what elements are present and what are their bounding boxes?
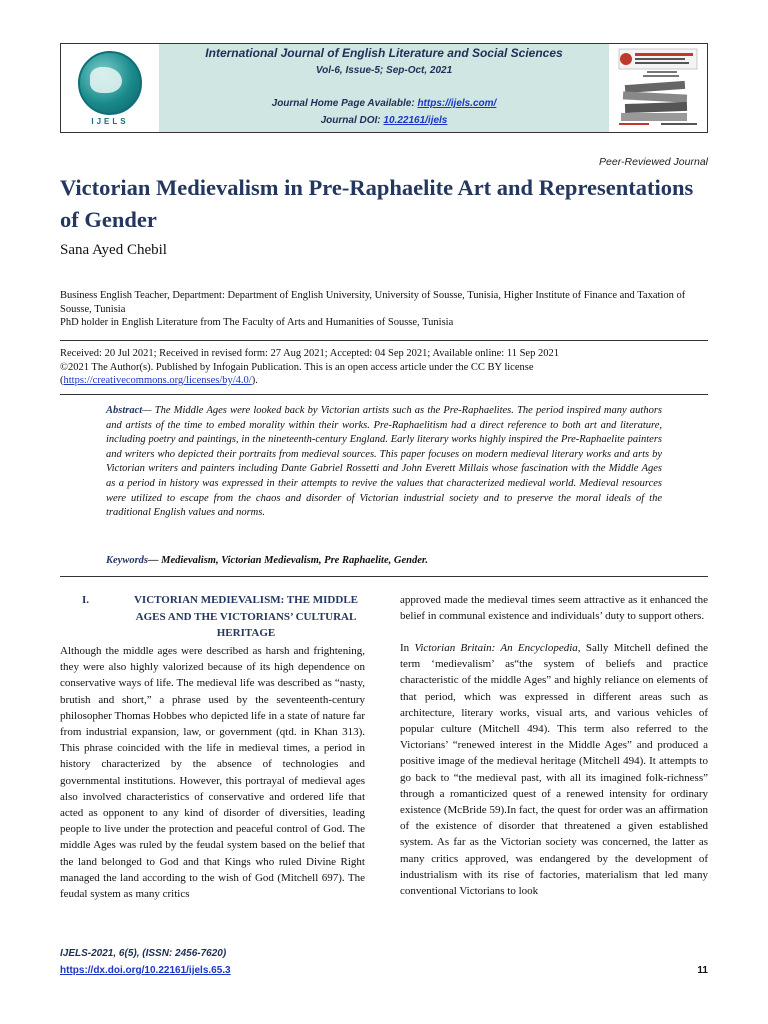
divider xyxy=(60,576,708,577)
para-lead: In xyxy=(400,642,415,654)
journal-home-page xyxy=(159,98,609,109)
doi-link[interactable]: 10.22161/ijels xyxy=(383,115,448,126)
footer-doi-link[interactable]: https://dx.doi.org/10.22161/ijels.65.3 xyxy=(60,965,231,976)
affiliations xyxy=(60,289,710,330)
license-open: ( xyxy=(60,375,64,386)
section-title: VICTORIAN MEDIEVALISM: THE MIDDLE AGES AND THE VICTORIANS’ CULTURAL HERITAGE xyxy=(133,594,358,639)
license-close: ). xyxy=(251,375,258,386)
section-heading xyxy=(80,592,380,642)
divider xyxy=(60,394,708,395)
globe-icon xyxy=(78,51,142,115)
paper-title: Victorian Medievalism in Pre-Raphaelite Art and Representations of Gender xyxy=(60,175,694,232)
page-number: 11 xyxy=(697,965,708,976)
right-column xyxy=(400,640,708,899)
received-dates: Received: 20 Jul 2021; Received in revised form: 27 Aug 2021; Accepted: 04 Sep 2021; Available online: 11 Sep 2021 xyxy=(60,348,559,359)
body-paragraph: approved made the medieval times seem attractive as it enhanced the belief in communal existence and individuals’ duty to support others. xyxy=(400,594,708,623)
body-paragraph xyxy=(400,640,708,899)
affiliation-1: Business English Teacher, Department: Department of English University, University of Sousse, Tunisia, Higher Institute of Finance and Taxation of Sousse, Tunisia xyxy=(60,290,686,315)
license-text: ©2021 The Author(s). Published by Infogain Publication. This is an open access article under the CC BY license xyxy=(60,361,534,373)
journal-doi xyxy=(159,115,609,126)
footer-citation: IJELS-2021, 6(5), (ISSN: 2456-7620) xyxy=(60,948,227,959)
abstract-text: — The Middle Ages were looked back by Victorian artists such as the Pre-Raphaelites. The period inspired many authors and artists of the time to embed morality within their works. Pre-Raphaelitism had a direct reference to both art and literature, including poetry and paintings, in the nineteenth-century England. Early literary works highly inspired the Pre-Raphaelite painters and writers who depicted their portraits from medieval sources. This paper focuses on modern medieval literary works and arts by Victorian writers and painters including Dante Gabriel Rossetti and John Everett Millais whose fascination with the Middle Ages as a period in history was expressed in their attempts to revive the values that characterized medieval world. Medieval resources were utilized to escape from the chaos and disorder of Victorian industrial society and to preserve the moral ideals of the traditional English values and norms. xyxy=(106,405,662,519)
body-paragraph: Although the middle ages were described as harsh and frightening, they were also highly valorized because of its high dependence on conservative ways of life. The medieval life was described as “nasty, brutish and short,” a phrase used by the seventeenth-century philosopher Thomas Hobbes who depicted life in a state of nature far from industrial expansion, law, or government (qtd. in Khan 313). This phrase coincided with the life in medieval times, a period in history characterized by the absence of technologies and governmental institutions. However, this portrayal of medieval ages also involved characteristics of conservative and ordered life that acted as opponent to any kind of disorder of diversities, leading people to live under the protection and peaceful control of God. The middle Ages was ruled by the feudal system based on the belief that the land belonged to God and that Kings who ruled Divine Right managed the land according to the wish of God (Mitchell 697). The feudal system as many critics xyxy=(60,645,365,901)
peer-reviewed-label: Peer-Reviewed Journal xyxy=(599,156,708,168)
home-link[interactable]: https://ijels.com/ xyxy=(417,98,497,109)
home-label: Journal Home Page Available: xyxy=(271,98,418,109)
journal-header xyxy=(60,43,708,133)
logo-text: IJELS xyxy=(91,116,129,126)
author-name: Sana Ayed Chebil xyxy=(60,242,167,258)
journal-info-band xyxy=(159,44,609,132)
keywords xyxy=(106,555,662,566)
license-link-line xyxy=(60,374,710,388)
affiliation-2: PhD holder in English Literature from The Faculty of Arts and Humanities of Sousse, Tunisia xyxy=(60,317,454,328)
article-history xyxy=(60,347,710,388)
journal-issue: Vol-6, Issue-5; Sep-Oct, 2021 xyxy=(315,65,453,76)
book-title: Victorian Britain: An Encyclopedia xyxy=(414,642,578,654)
section-number: I. xyxy=(82,594,90,606)
journal-logo xyxy=(61,44,159,132)
keywords-label: Keywords xyxy=(106,555,148,566)
keywords-text: — Medievalism, Victorian Medievalism, Pre Raphaelite, Gender. xyxy=(148,555,428,566)
abstract xyxy=(106,404,662,521)
journal-cover-image xyxy=(611,47,705,129)
license-link[interactable]: https://creativecommons.org/licenses/by/4.0/ xyxy=(63,375,252,386)
divider xyxy=(60,340,708,341)
left-column xyxy=(60,643,365,902)
right-column-top xyxy=(400,592,708,624)
abstract-label: Abstract xyxy=(106,405,143,416)
doi-label: Journal DOI: xyxy=(320,115,384,126)
journal-title: International Journal of English Literature and Social Sciences xyxy=(205,46,563,60)
para-rest: , Sally Mitchell defined the term ‘medievalism’ as“the system of beliefs and practice characteristic of the middle Ages” and highly reliance on elements of that period, which was expressed in different areas such as architecture, literary works, visual arts, and various vehicles of popular culture (Mitchell 494). This term also referred to the Victorians’ “renewed interest in the Middle Ages” and produced a positive image of the medieval heritage (Mitchell 494). It attempts to go back to “the medieval past, with all its imagined folk-richness” through a romanticized quest of a renewed intensity for ordinary existence (McBride 59).In fact, the quest for order was an affirmation of the existence of disorder that threatened a given established system. As far as the Victorian society was concerned, the latter as many critics approved, was endangered by the development of industrialism with its rise of factories, materialism that led many conventional Victorians to look xyxy=(400,642,708,898)
